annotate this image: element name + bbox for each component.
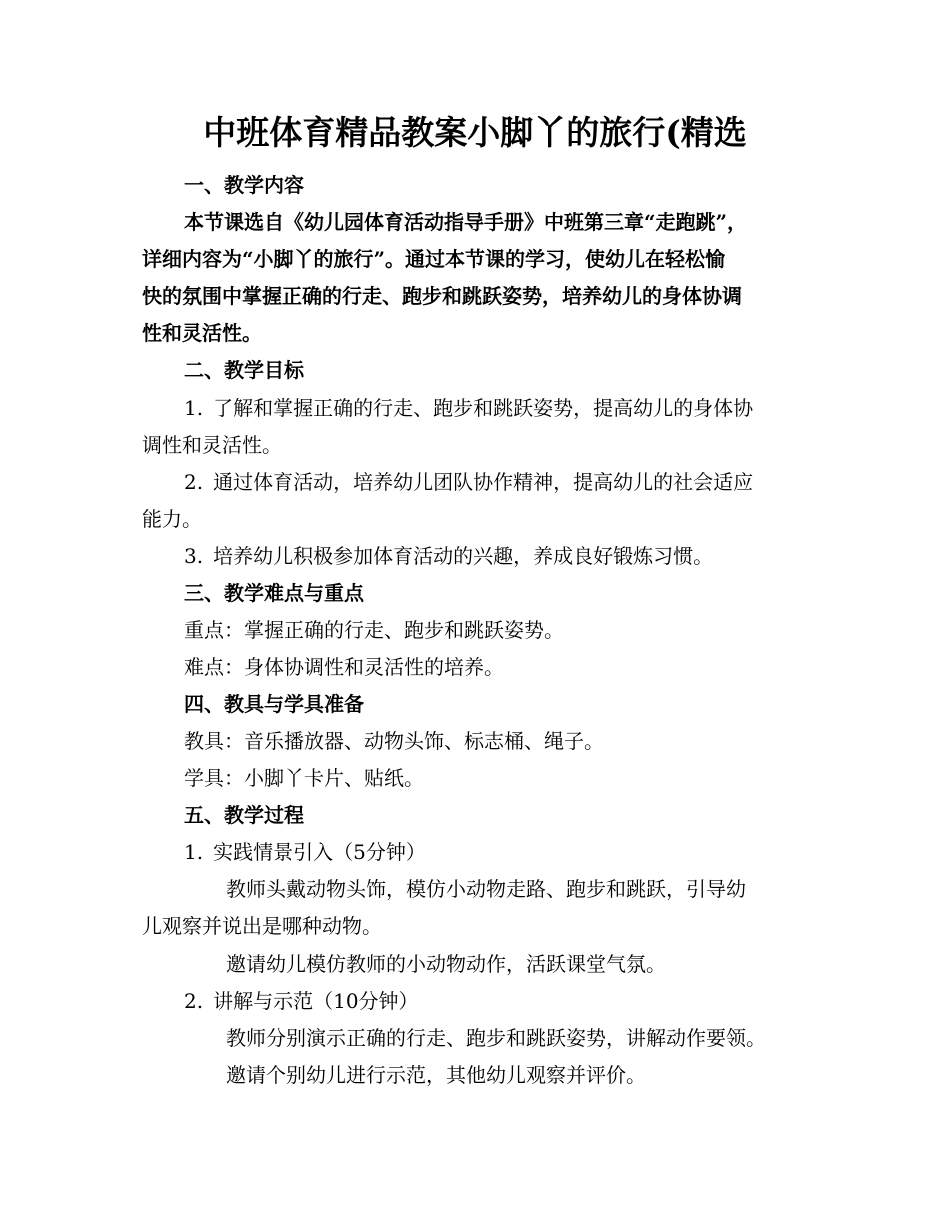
process-step-2-detail-2: 邀请个别幼儿进行示范，其他幼儿观察并评价。 [226, 1063, 646, 1087]
section-heading-objectives: 二、教学目标 [184, 358, 304, 382]
objective-number-2: 2. [184, 470, 204, 494]
content-paragraph-line-1: 本节课选自《幼儿园体育活动指导手册》中班第三章“走跑跳”， [184, 210, 748, 234]
learning-aids: 学具：小脚丫卡片、贴纸。 [184, 766, 424, 790]
process-step-2 [0, 982, 950, 1020]
process-step-1 [0, 833, 950, 871]
objective-item-1 [0, 389, 950, 427]
objective-number-1: 1. [184, 396, 204, 420]
section-heading-content: 一、教学内容 [184, 173, 304, 197]
objective-item-3 [0, 537, 950, 575]
process-step-2-detail-1: 教师分别演示正确的行走、跑步和跳跃姿势，讲解动作要领。 [226, 1026, 766, 1050]
content-paragraph-line-2: 详细内容为“小脚丫的旅行”。通过本节课的学习，使幼儿在轻松愉 [142, 247, 726, 271]
content-paragraph-line-4: 性和灵活性。 [142, 321, 262, 345]
objective-text-3: 培养幼儿积极参加体育活动的兴趣，养成良好锻炼习惯。 [213, 544, 714, 568]
key-point: 重点：掌握正确的行走、跑步和跳跃姿势。 [184, 618, 564, 642]
objective-number-3: 3. [184, 544, 204, 568]
document-title: 中班体育精品教案小脚丫的旅行(精选 [203, 113, 747, 152]
process-step-number-2: 2. [184, 989, 204, 1013]
objective-item-2 [0, 463, 950, 501]
teaching-aids: 教具：音乐播放器、动物头饰、标志桶、绳子。 [184, 729, 604, 753]
objective-item-2-cont: 能力。 [142, 507, 202, 531]
section-heading-materials: 四、教具与学具准备 [184, 692, 364, 716]
process-step-number-1: 1. [184, 840, 204, 864]
process-step-label-2: 讲解与示范（10分钟） [213, 989, 419, 1013]
content-paragraph-line-3: 快的氛围中掌握正确的行走、跑步和跳跃姿势，培养幼儿的身体协调 [142, 284, 742, 308]
objective-text-2: 通过体育活动，培养幼儿团队协作精神，提高幼儿的社会适应 [213, 470, 754, 494]
section-heading-process: 五、教学过程 [184, 803, 304, 827]
process-step-1-detail-2: 邀请幼儿模仿教师的小动物动作，活跃课堂气氛。 [226, 952, 666, 976]
section-heading-difficulties: 三、教学难点与重点 [184, 581, 364, 605]
objective-text-1: 了解和掌握正确的行走、跑步和跳跃姿势，提高幼儿的身体协 [213, 396, 754, 420]
process-step-label-1: 实践情景引入（5分钟） [213, 840, 426, 864]
difficulty-point: 难点：身体协调性和灵活性的培养。 [184, 655, 504, 679]
process-step-1-detail-1: 教师头戴动物头饰，模仿小动物走路、跑步和跳跃，引导幼 [226, 877, 746, 901]
objective-item-1-cont: 调性和灵活性。 [142, 433, 282, 457]
process-step-1-detail-1-cont: 儿观察并说出是哪种动物。 [142, 914, 382, 938]
